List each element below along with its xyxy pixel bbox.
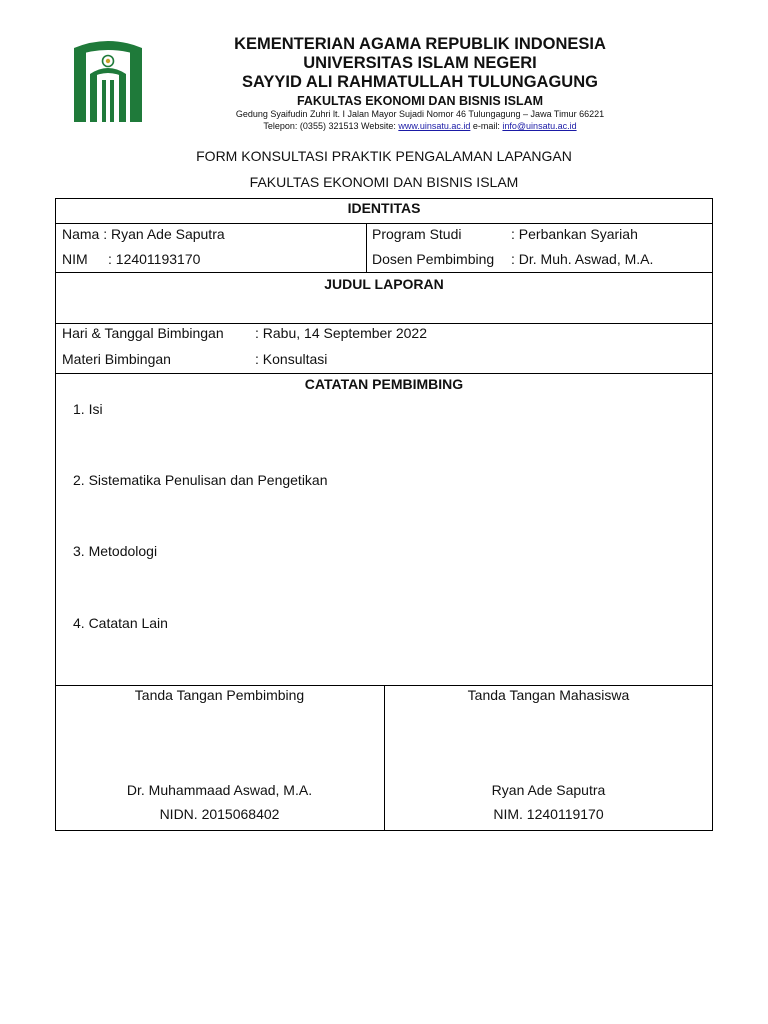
dosen-label: Dosen Pembimbing (372, 251, 495, 267)
judul-heading: JUDUL LAPORAN (324, 276, 444, 292)
header-campus: SAYYID ALI RAHMATULLAH TULUNGAGUNG (242, 73, 598, 91)
sig-right-name: Ryan Ade Saputra (491, 782, 606, 798)
form-title: FORM KONSULTASI PRAKTIK PENGALAMAN LAPANGAN (196, 148, 572, 164)
divider (55, 373, 713, 374)
email-prefix: e-mail: (470, 121, 503, 131)
divider (55, 323, 713, 324)
divider (366, 223, 367, 272)
email-link[interactable]: info@uinsatu.ac.id (502, 121, 577, 131)
student-name: Nama : Ryan Ade Saputra (62, 226, 225, 242)
dosen-value: : Dr. Muh. Aswad, M.A. (511, 251, 654, 267)
divider (55, 223, 713, 224)
sig-right-heading: Tanda Tangan Mahasiswa (467, 687, 630, 703)
nim-value: : 12401193170 (108, 251, 201, 267)
form-subtitle: FAKULTAS EKONOMI DAN BISNIS ISLAM (249, 174, 519, 190)
divider (55, 272, 713, 273)
prodi-label: Program Studi (372, 226, 462, 242)
catatan-heading: CATATAN PEMBIMBING (304, 376, 464, 392)
sig-left-id: NIDN. 2015068402 (159, 806, 280, 822)
sig-right-id: NIM. 1240119170 (493, 806, 604, 822)
header-faculty: FAKULTAS EKONOMI DAN BISNIS ISLAM (296, 94, 544, 108)
materi-label: Materi Bimbingan (62, 351, 171, 367)
note-item: 3. Metodologi (73, 543, 158, 559)
header-address: Gedung Syaifudin Zuhri lt. I Jalan Mayor Sujadi Nomor 46 Tulungagung – Jawa Timur 66221 (235, 109, 605, 119)
prodi-value: : Perbankan Syariah (511, 226, 638, 242)
hari-label: Hari & Tanggal Bimbingan (62, 325, 224, 341)
note-item: 2. Sistematika Penulisan dan Pengetikan (73, 472, 328, 488)
hari-value: : Rabu, 14 September 2022 (255, 325, 428, 341)
note-item: 4. Catatan Lain (73, 615, 168, 631)
website-link[interactable]: www.uinsatu.ac.id (398, 121, 471, 131)
university-logo (72, 40, 144, 124)
sig-left-name: Dr. Muhammaad Aswad, M.A. (126, 782, 313, 798)
note-item: 1. Isi (73, 401, 103, 417)
materi-value: : Konsultasi (255, 351, 328, 367)
contact-phone: Telepon: (0355) 321513 Website: (263, 121, 399, 131)
sig-left-heading: Tanda Tangan Pembimbing (134, 687, 305, 703)
nim-label: NIM (62, 251, 88, 267)
header-university: UNIVERSITAS ISLAM NEGERI (303, 54, 537, 72)
header-ministry: KEMENTERIAN AGAMA REPUBLIK INDONESIA (234, 35, 606, 53)
header-contact (150, 121, 690, 131)
identitas-heading: IDENTITAS (347, 200, 421, 216)
